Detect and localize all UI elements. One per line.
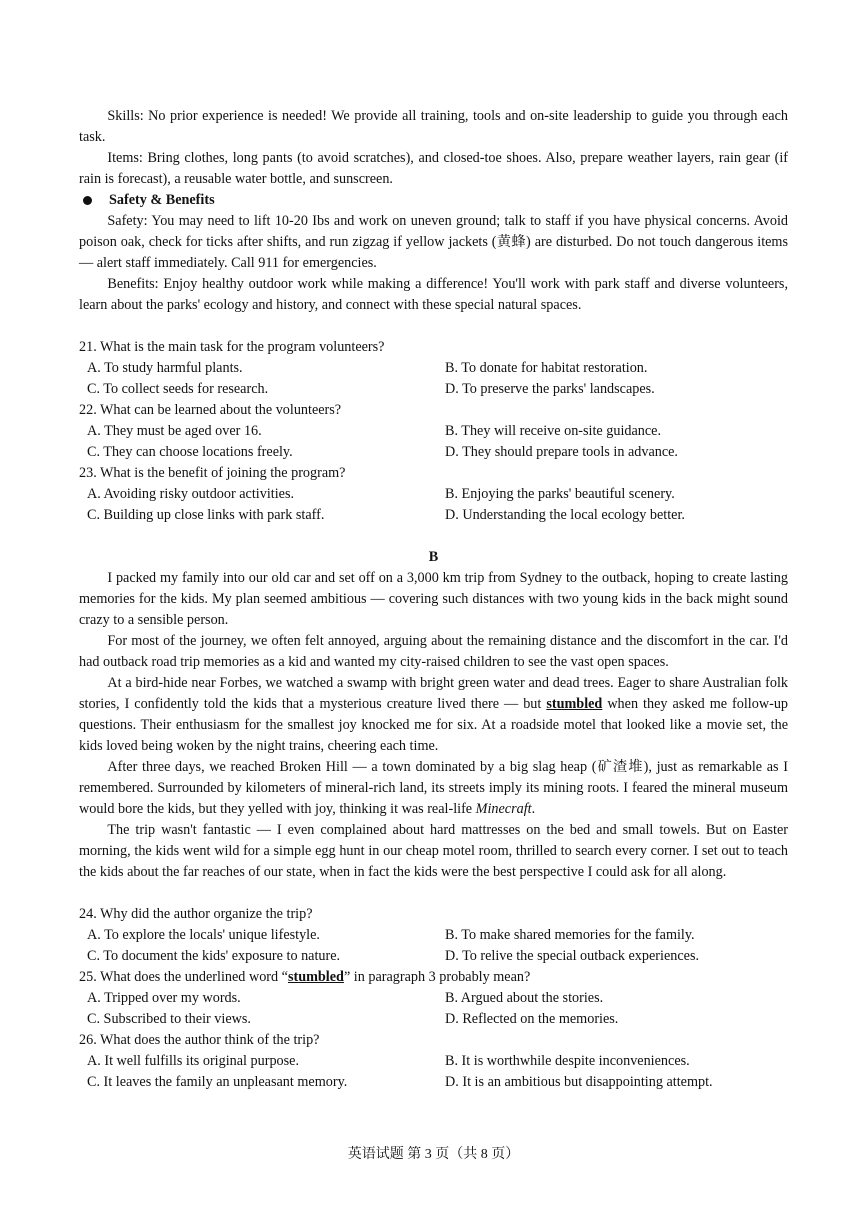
text-run: when they asked me follow-up questions. Their enthusiasm for the smallest joy knocked me for six. At a roadside motel that looked like a movie set, the kids loved being woken by the night trains, cheering each time. [79, 696, 789, 754]
passage-paragraph-5: The trip wasn't fantastic — I even complained about hard mattresses on the bed and small towels. But on Easter morning, the kids went wild for a simple egg hunt in our cheap motel room, thrilled to search every corner. I set out to teach the kids about the far reaches of our state, when in fact the kids were the best perspective I could ask for all along. [79, 822, 788, 880]
page-footer: 英语试题 第 3 页（共 8 页） [347, 1147, 520, 1162]
passage-paragraph-4 [79, 757, 788, 820]
option-c: C. Subscribed to their views. [87, 1011, 251, 1027]
question-26 [79, 1030, 788, 1093]
option-d: D. To preserve the parks' landscapes. [445, 381, 655, 397]
option-a: A. Avoiding risky outdoor activities. [87, 486, 295, 502]
option-a: A. To explore the locals' unique lifestyle. [87, 927, 320, 943]
option-c: C. To document the kids' exposure to nature. [87, 948, 341, 964]
underlined-word: stumbled [287, 969, 344, 985]
text-run: After three days, we reached Broken Hill — a town dominated by a big slag heap (矿渣堆), just as remarkable as I remembered. Surrounded by kilometers of mineral-rich land, its streets imply its mining roots. I feared the mineral museum would bore the kids, but they yelled with joy, thinking it was real-life [79, 759, 788, 817]
safety-heading [79, 190, 788, 211]
option-c: C. They can choose locations freely. [87, 444, 293, 460]
option-a: A. Tripped over my words. [87, 990, 241, 1006]
text-run: At a bird-hide near Forbes, we watched a swamp with bright green water and dead trees. Eager to share Australian folk stories, I confidently told the kids that a mysterious creature lived there — but [79, 675, 788, 712]
question-stem: 21. What is the main task for the program volunteers? [79, 339, 385, 355]
question-24 [79, 904, 788, 967]
option-a: A. It well fulfills its original purpose. [87, 1053, 299, 1069]
text-run: 25. What does the underlined word “ [79, 969, 288, 985]
option-b: B. Argued about the stories. [445, 990, 604, 1006]
passage-paragraph-2: For most of the journey, we often felt annoyed, arguing about the remaining distance and the discomfort in the car. I'd had outback road trip memories as a kid and wanted my city-raised children to see the vast open spaces. [79, 633, 788, 670]
option-b: B. To donate for habitat restoration. [445, 360, 648, 376]
benefits-paragraph: Benefits: Enjoy healthy outdoor work while making a difference! You'll work with park staff and diverse volunteers, learn about the parks' ecology and history, and connect with these special natural spaces. [79, 276, 788, 313]
skills-paragraph: Skills: No prior experience is needed! We provide all training, tools and on-site leadership to guide you through each task. [79, 108, 788, 145]
question-stem: 26. What does the author think of the trip? [79, 1032, 320, 1048]
passage-paragraph-3 [79, 673, 788, 757]
question-21 [79, 337, 788, 400]
option-d: D. Understanding the local ecology better. [445, 507, 685, 523]
option-d: D. To relive the special outback experiences. [445, 948, 700, 964]
exam-page [79, 106, 788, 1093]
safety-paragraph: Safety: You may need to lift 10-20 Ibs and work on uneven ground; talk to staff if you have physical concerns. Avoid poison oak, check for ticks after shifts, and run zigzag if yellow jackets (黄蜂) are disturbed. Do not touch dangerous items — alert staff immediately. Call 911 for emergencies. [79, 213, 788, 271]
option-a: A. They must be aged over 16. [87, 423, 262, 439]
question-stem [79, 967, 788, 988]
option-d: D. Reflected on the memories. [445, 1011, 619, 1027]
safety-heading-text: Safety & Benefits [109, 192, 215, 208]
question-stem: 24. Why did the author organize the trip? [79, 906, 313, 922]
question-stem: 22. What can be learned about the volunteers? [79, 402, 342, 418]
passage-paragraph-1: I packed my family into our old car and set off on a 3,000 km trip from Sydney to the outback, hoping to create lasting memories for the kids. My plan seemed ambitious — covering such distances with two young kids in the back might sound crazy to a sensible person. [79, 570, 788, 628]
underlined-word: stumbled [546, 696, 603, 712]
option-c: C. It leaves the family an unpleasant memory. [87, 1074, 348, 1090]
option-b: B. They will receive on-site guidance. [445, 423, 662, 439]
option-a: A. To study harmful plants. [87, 360, 243, 376]
italic-title: Minecraft [475, 801, 532, 817]
text-run: . [531, 801, 536, 817]
option-d: D. It is an ambitious but disappointing attempt. [445, 1074, 713, 1090]
option-b: B. It is worthwhile despite inconveniences. [445, 1053, 690, 1069]
option-d: D. They should prepare tools in advance. [445, 444, 678, 460]
question-stem: 23. What is the benefit of joining the program? [79, 465, 346, 481]
bullet-icon [83, 196, 92, 205]
option-b: B. To make shared memories for the family. [445, 927, 695, 943]
option-b: B. Enjoying the parks' beautiful scenery. [445, 486, 675, 502]
question-22 [79, 400, 788, 463]
text-run: ” in paragraph 3 probably mean? [343, 969, 531, 985]
items-paragraph: Items: Bring clothes, long pants (to avoid scratches), and closed-toe shoes. Also, prepare weather layers, rain gear (if rain is forecast), a reusable water bottle, and sunscreen. [79, 150, 788, 187]
section-b-label: B [428, 549, 439, 565]
question-25 [79, 967, 788, 1030]
option-c: C. Building up close links with park staff. [87, 507, 325, 523]
option-c: C. To collect seeds for research. [87, 381, 269, 397]
question-23 [79, 463, 788, 526]
